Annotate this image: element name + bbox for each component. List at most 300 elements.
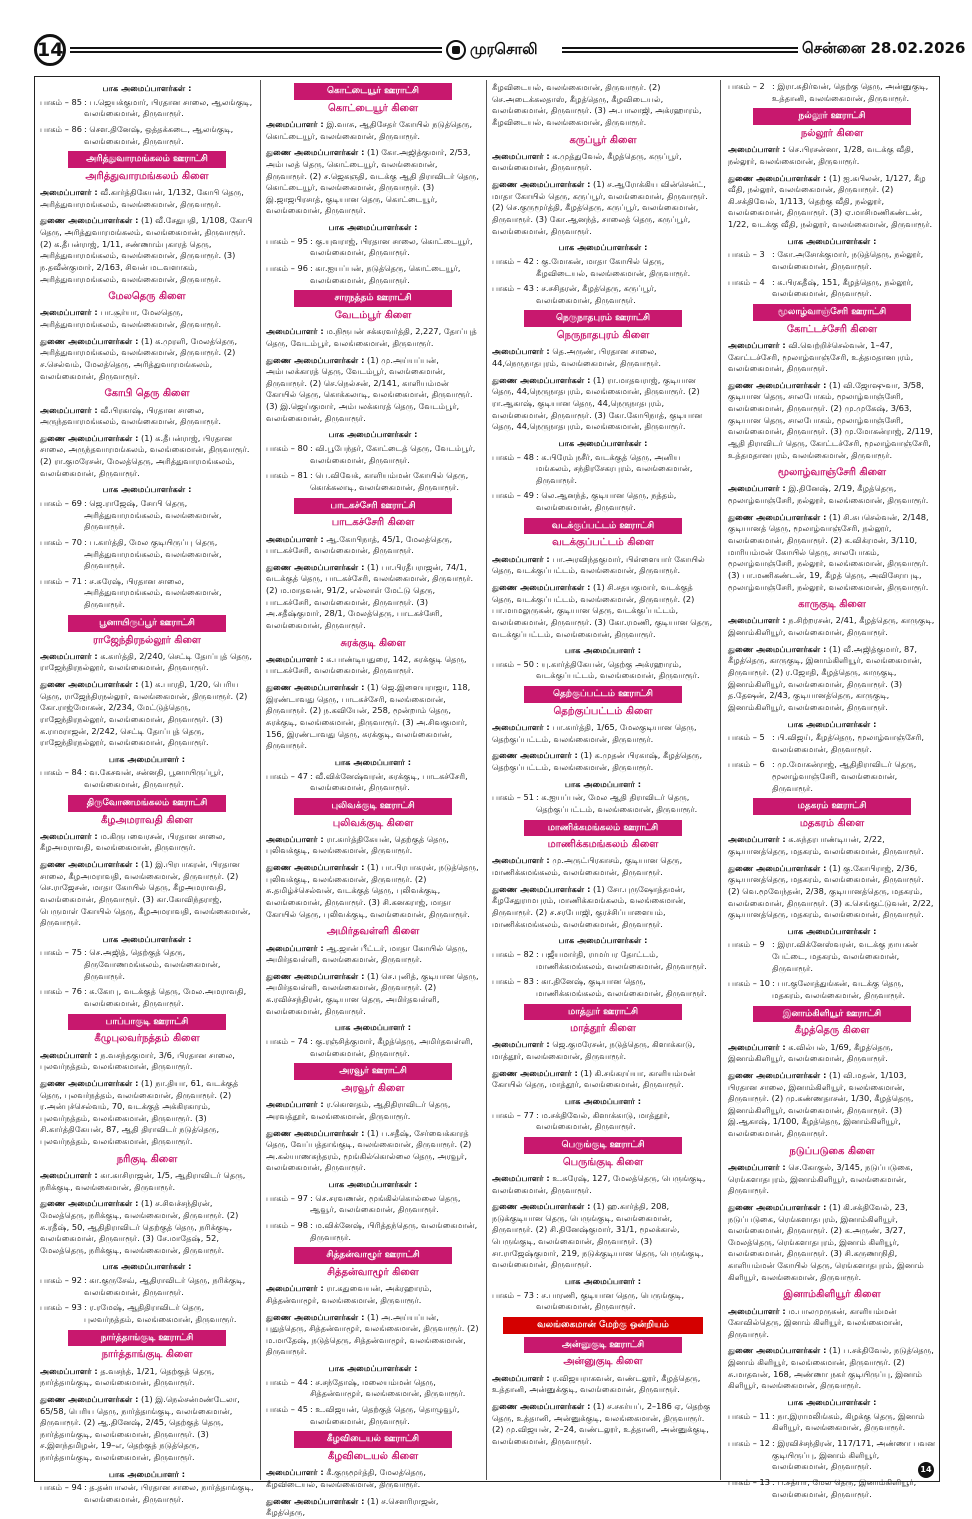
organiser-entry <box>728 173 936 231</box>
part-row <box>40 986 254 1009</box>
branch-heading: மதகரம் கிளை <box>799 818 865 830</box>
part-organiser: : ப.கார்த்தி, மேல குடியிருப்பு தெரு, அரித்துவாரமங்கலம், வலங்கைமான், திருவாரூர். <box>84 536 222 571</box>
organiser-entry <box>728 615 936 638</box>
role-label: துணை அமைப்பாளர்கள் : <box>492 374 591 385</box>
part-number: பாகம் – 80 <box>266 443 308 453</box>
section-banner: தெற்குப்பட்டம் ஊராட்சி <box>524 686 682 703</box>
part-number: பாகம் – 83 <box>492 976 534 987</box>
role-label: அமைப்பாளர் : <box>492 855 550 866</box>
branch-heading: மூலாழ்வாஞ்சேரி கிளை <box>777 467 887 479</box>
part-organiser: : க.கோபு, வடக்குத் தெரு, மேல.அமராவதி, வலங்கைமான், திருவாரூர். <box>84 986 247 1009</box>
part-number: பாகம் – 12 <box>728 1437 770 1448</box>
branch-heading: மேலதெரு கிளை <box>108 291 186 303</box>
entry-text: த.வசந்த், 1/21, தெற்குத் தெரு, நார்த்தாங்குடி, வலங்கைமான், திருவாரூர். <box>40 1365 215 1388</box>
column-4 <box>728 80 936 1499</box>
entry-text: (1) பா.பிரபாகரன், நடுத்தெரு, புலிவக்குடி, வலங்கைமான், திருவாரூர். (2) சு.தமிழ்ச்செல்வன், வடக்குத் தெரு, புலிவக்குடி, வலங்கைமான், திருவாரூர். (3) சி.கனகராஜ், மாதா கோயில் தெரு, புலிவக்குடி, வலங்கைமான், திருவாரூர். <box>266 862 479 919</box>
entry-text: (1) இ.பிரபாகரன், பிரதான சாலை, கீழஅமராவதி, வலங்கைமான், திருவாரூர். (2) செ.ராஜேசன், மாதா கோயில் தெரு, கீழஅமராவதி, வலங்கைமான், திருவாரூர். (3) கா.கோவிந்தராஜ், பெருமாள் கோயில் தெரு, கீழஅமராவதி, வலங்கைமான், திருவாரூர். <box>40 858 251 928</box>
organiser-entry <box>728 144 936 167</box>
part-number: பாகம் – 4 <box>728 276 765 287</box>
part-organiser: : வீ.விக்னேஷ்வரன், சுரக்குடி, பாடகச்சேரி, வலங்கைமான், திருவாரூர். <box>310 770 468 793</box>
part-organiser: : கா.தினேஷ், குடியான தெரு, மாணிக்கமங்கலம், வலங்கைமான், திருவாரூர். <box>536 976 707 998</box>
organiser-entry <box>728 483 936 506</box>
page-header <box>34 34 966 68</box>
organiser-entry <box>40 1394 254 1464</box>
entry-text: க.முத்துவேல், கீழத்தெரு, கருப்பூர், வலங்கைமான், திருவாரூர். <box>492 150 682 173</box>
role-label: அமைப்பாளர் : <box>40 307 98 318</box>
role-label: அமைப்பாளர் : <box>266 1467 324 1478</box>
part-number: பாகம் – 47 <box>266 770 308 781</box>
part-row <box>40 1275 254 1298</box>
branch-heading: நரிகுடி கிளை <box>116 1153 178 1165</box>
part-row <box>492 490 714 513</box>
part-organisers-heading: பாக அமைப்பாளர்கள் : <box>787 718 877 729</box>
part-number: பாகம் – 5 <box>728 732 765 743</box>
organiser-entry <box>40 651 254 674</box>
role-label: அமைப்பாளர் : <box>728 1161 786 1172</box>
part-organiser: : யு.கார்த்திகேயன், தெற்கு அக்ரஹாரம், வடக்குப்பட்டம், வலங்கைமான், திருவாரூர். <box>536 658 700 681</box>
entry-text: (1) ச.சசுர்யப், 2–186 ஏ, தெற்கு தெரு, உத்தானி, அன்னுக்குடி, வலங்கைமான், திருவாரூர். (2) மு.விஜயன், 2–24, வண்டலூர், உத்தானி, அன்னுக்குடி, வலங்கைமான், திருவாரூர். <box>492 1400 711 1446</box>
entry-text: (1) ப.சக்திவேல், நடுத்தெரு, இனாம் கிளியூர், வலங்கைமான், திருவாரூர். (2) சு.மாதவன், 168, அண்ணா நகர் குடியிருப்பு, இனாம் கிளியூர், வலங்கைமான், திருவாரூர். <box>728 1345 934 1391</box>
branch-heading: வேடம்பூர் கிளை <box>334 310 412 322</box>
column-divider <box>486 80 487 1480</box>
branch-heading: நல்லூர் கிளை <box>800 128 864 140</box>
section-banner: சித்தன்வாழூர் ஊராட்சி <box>294 1247 452 1264</box>
part-row <box>266 1220 480 1243</box>
organiser-entry <box>728 863 936 921</box>
part-row <box>492 1290 714 1313</box>
organiser-entry <box>266 534 480 557</box>
part-organiser: : ப.ஜெயக்குமார், பிரதான சாலை, ஆலங்குடி, வலங்கைமான், திருவாரூர். <box>84 96 253 119</box>
part-organisers-heading: பாக அமைப்பாளர்கள் : <box>558 437 648 448</box>
entry-text: (1) சி.சுபசெல்வன், 2/148, குடியானத் தெரு, மூலாழ்வாஞ்சேரி, நல்லூர், வலங்கைமான், திருவாரூர். (2) க.விக்ரமன், 3/110, மாரியம்மன் கோயில் தெரு, சாலபோகம், மூலாழ்வாஞ்சேரி, நல்லூர், வலங்கைமான், திருவாரூர். (3) பா.மணிகண்டன், 19, கீழத் தெரு, அவிசேராபுடி, மூலாழ்வாஞ்சேரி, நல்லூர், வலங்கைமான், திருவாரூர். <box>728 511 929 592</box>
part-organisers-heading: பாக அமைப்பாளர் : <box>564 1096 642 1107</box>
part-number: பாகம் – 44 <box>266 1376 308 1387</box>
entry-text: (1) க.முதன் பிரகாஷ், கீழத்தெரு, தெற்குப்பட்டம், வலங்கைமான், திருவாரூர். <box>492 750 703 772</box>
organiser-entry <box>728 1162 936 1197</box>
part-number: பாகம் – 51 <box>492 792 534 803</box>
part-row <box>40 498 254 533</box>
branch-heading: அரவூர் கிளை <box>341 1083 405 1095</box>
entry-text: தெ.அருண், பிரதான சாலை, 44,நெருநாதபுரம், வலங்கைமான், திருவாரூர். <box>492 346 661 369</box>
organiser-entry <box>728 1345 936 1392</box>
organiser-entry <box>728 1042 936 1065</box>
part-row <box>492 1110 714 1133</box>
part-row <box>266 1377 480 1400</box>
entry-text: ஆ.ஜான் பீட்டர், மாதா கோயில் தெரு, அமிர்தவள்ளி, வலங்கைமான், திருவாரூர். <box>266 942 468 965</box>
organiser-entry <box>728 1306 936 1341</box>
role-label: அமைப்பாளர் : <box>492 553 550 564</box>
role-label: அமைப்பாளர் : <box>40 1365 98 1376</box>
part-number: பாகம் – 42 <box>492 255 534 266</box>
branch-heading: கொட்டையூர் கிளை <box>327 102 419 114</box>
part-number: பாகம் – 98 <box>266 1219 308 1230</box>
part-organiser: : ஜெ.ராஜேஷ், சோபி தெரு, அரித்துவாரமங்கலம், வலங்கைமான், திருவாரூர். <box>84 497 222 532</box>
entry-text: க.வில்பல், 1/69, கீழத்தெரு, இனாம்கிளியூர், வலங்கைமான், திருவாரூர். <box>728 1041 894 1064</box>
role-label: அமைப்பாளர் : <box>40 830 98 841</box>
part-number: பாகம் – 2 <box>728 81 765 91</box>
role-label: துணை அமைப்பாளர்கள் : <box>40 858 139 869</box>
part-organisers-heading: பாக அமைப்பாளர்கள் : <box>328 429 418 440</box>
section-banner: நார்த்தாங்குடி ஊராட்சி <box>68 1330 226 1347</box>
part-organiser: : வி.பூபேந்தர், கோட்டைத் தெரு, வேடம்பூர், வலங்கைமான், திருவாரூர். <box>310 443 476 465</box>
section-banner: மாத்தூர் ஊராட்சி <box>524 1004 682 1021</box>
part-row <box>728 732 936 755</box>
part-number: பாகம் – 11 <box>728 1410 770 1421</box>
part-row <box>40 124 254 147</box>
branch-heading: புலிவக்குடி கிளை <box>332 817 414 829</box>
part-number: பாகம் – 73 <box>492 1289 534 1300</box>
part-organiser: : த.தன்பாலன், பிரதான சாலை, நார்த்தாங்குடி, வலங்கைமான், திருவாரூர். <box>84 1482 254 1504</box>
column-divider <box>720 80 721 1480</box>
entry-text: இ.வாசு, ஆதிசேதர் கோயில் நடுத்தெரு, கொட்டையூர், வலங்கைமான், திருவாரூர். <box>266 118 473 141</box>
entry-text: (1) ஹ.கார்த்தி, 208, நடுக்குடியான தெரு, பெருங்குடி, வலங்கைமான், திருவாரூர். (2) சி.தினேஷ்குமார், 31/1, மூலக்கால், பெருங்குடி, வலங்கைமான், திருவாரூர். (3) சா.ராஜேஷ்குமார், 219, நடுக்குடியான தெரு, பெருங்குடி, வலங்கைமான், திருவாரூர். <box>492 1201 704 1270</box>
branch-heading: கோட்டச்சேரி கிளை <box>786 323 878 335</box>
entry-text: (1) அ.அய்யப்பன், புதுத்தெரு, சித்தன்வாழூர், வலங்கைமான், திருவாரூர். (2) ம.மாதேஷ், நடுத்தெரு, சித்தன்வாழூர், வலங்கைமான், திருவாரூர். <box>266 1311 479 1357</box>
role-label: அமைப்பாளர் : <box>266 118 324 129</box>
entry-text: (1) சோ.புருஷோத்தமன், கீழசேதுராமபுரம், மாணிக்கமங்கலம், வலங்கைமான், திருவாரூர். (2) ச.சரபோஜி, குரச்சிப்பாளையம், மாணிக்கமங்கலம், வலங்கைமான், திருவாரூர். <box>492 883 686 929</box>
part-organiser: : பெ.விவேக், காளியம்மன் கோயில் தெரு, கொக்கலாடி, வலங்கைமான், திருவாரூர். <box>310 470 469 492</box>
role-label: அமைப்பாளர் : <box>40 1049 98 1060</box>
organiser-entry <box>40 1198 254 1256</box>
role-label: துணை அமைப்பாளர்கள் : <box>40 1393 139 1404</box>
organiser-entry <box>40 859 254 929</box>
part-row <box>266 1404 480 1427</box>
part-organisers-heading: பாக அமைப்பாளர் : <box>564 645 642 656</box>
role-label: துணை அமைப்பாளர்கள் : <box>266 862 365 873</box>
entry-text: கீ.குருமூர்த்தி, மேலத்தெரு, கீழவிடையல், வலங்கைமான், திருவாரூர். <box>266 1467 426 1489</box>
entry-text: ர.கொளதம், ஆதிதிராவிடர் தெரு, அரவத்தூர், வலங்கைமான், திருவாரூர். <box>266 1099 451 1121</box>
part-number: பாகம் – 9 <box>728 939 765 950</box>
part-row <box>40 537 254 572</box>
organiser-entry <box>266 1467 480 1490</box>
part-number: பாகம் – 94 <box>40 1482 82 1493</box>
part-organiser: : கு.மோகன், மாதா கோயில் தெரு, கீழவிடையல், வலங்கைமான், திருவாரூர். <box>536 255 691 278</box>
part-organiser: : நா.இராமலிங்கம், கிழக்கு தெரு, இனாம் கிளியூர், வலங்கைமான், திருவாரூர். <box>772 1410 925 1433</box>
part-row <box>266 1193 480 1216</box>
entry-text: பா.அரவிந்தகுமார், பிள்ளையார் கோயில் தெரு, வடக்குப்பட்டம், வலங்கைமான், திருவாரூர். <box>492 553 705 576</box>
part-number: பாகம் – 86 <box>40 123 82 134</box>
entry-text: ர.விஜயராகவன், வண்டலூர், கீழத்தெரு, உத்தானி, அன்னுக்குடி, வலங்கைமான், திருவாரூர். <box>492 1372 701 1395</box>
organiser-entry <box>266 943 480 966</box>
branch-heading: சித்தன்வாழூர் கிளை <box>327 1267 419 1279</box>
role-label: அமைப்பாளர் : <box>266 653 324 664</box>
column-2 <box>266 80 480 1518</box>
section-banner: இனாம்கிளியூர் ஊராட்சி <box>753 1006 911 1023</box>
entry-text: (1) க.முரளி, மேலத்தெரு, அரித்துவாரமங்கலம், வலங்கைமான், திருவாரூர். (2) ச.செல்வம், மேலத்தெரு, அரித்துவாரமங்கலம், வலங்கைமான், திருவாரூர். <box>40 335 238 381</box>
section-banner: நல்லூர் ஊராட்சி <box>753 108 911 125</box>
part-organiser: : ச.சசிதரன், கீழத்தெரு, கருப்பூர், வலங்கைமான், திருவாரூர். <box>536 283 657 305</box>
entry-text: பா.கார்த்தி, 1/65, மேலகுடியான தெரு, தெற்குப்பட்டம், வலங்கைமான், திருவாரூர். <box>492 722 697 744</box>
role-label: துணை அமைப்பாளர்கள் : <box>492 581 591 592</box>
organiser-entry <box>492 346 714 369</box>
organiser-entry <box>40 215 254 285</box>
part-row <box>40 97 254 120</box>
part-number: பாகம் – 50 <box>492 658 534 669</box>
part-number: பாகம் – 93 <box>40 1302 82 1313</box>
role-label: துணை அமைப்பாளர்கள் : <box>728 379 827 390</box>
page-number-badge: 14 <box>34 34 66 66</box>
organiser-entry <box>40 679 254 749</box>
part-organisers-heading: பாக அமைப்பாளர் : <box>334 1022 412 1033</box>
branch-heading: தெற்குப்பட்டம் கிளை <box>553 705 653 717</box>
entry-text: (1) சி.சதயகுமார், வடக்குத் தெரு, வடக்குப்பட்டம், வலங்கைமான், திருவாரூர். (2) பா.மாமலுருகன், குடியான தெரு, வடக்குப்பட்டம், வலங்கைமான், திருவாரூர். (3) கோ.ரமணி, குடியான தெரு, வடக்குப்பட்டம், வலங்கைமான், திருவாரூர். <box>492 581 713 639</box>
organiser-entry <box>266 119 480 142</box>
branch-heading: நெருநாதபுரம் கிளை <box>556 330 650 342</box>
part-organiser: : க.பிரகதீஷ், 151, கீழத்தெரு, நல்லூர், வலங்கைமான், திருவாரூர். <box>772 276 914 299</box>
organiser-entry <box>728 340 936 375</box>
part-organisers-heading: பாக அமைப்பாளர் : <box>564 778 642 789</box>
part-row <box>40 947 254 982</box>
masthead <box>446 40 558 64</box>
organiser-entry <box>266 1128 480 1175</box>
branch-heading: அமிர்தவள்ளி கிளை <box>326 926 420 938</box>
organiser-entry <box>492 554 714 577</box>
organiser-entry <box>728 380 936 461</box>
part-number: பாகம் – 45 <box>266 1403 308 1414</box>
organiser-entry <box>492 855 714 878</box>
part-organisers-heading: பாக அமைப்பாளர்கள் : <box>787 235 877 246</box>
part-number: பாகம் – 13 <box>728 1476 770 1487</box>
part-row <box>266 263 480 286</box>
entry-text: வி.வெற்றிச்செல்வன், 1–47, கோட்டச்சேரி, மூலாழ்வாஞ்சேரி, உத்தமதானபுரம், வலங்கைமான், திருவாரூர். <box>728 339 914 374</box>
part-row <box>492 452 714 487</box>
entry-text: பா.சூர்யா, மேலதெரு, அரித்துவாரமங்கலம், வலங்கைமான், திருவாரூர். <box>40 307 222 330</box>
organiser-entry <box>266 1312 480 1359</box>
organiser-entry <box>40 831 254 854</box>
part-row <box>728 759 936 794</box>
part-organiser: : க.ஐயப்பன், மேல ஆதி திராவிடர் தெரு, தெற்குப்பட்டம், வலங்கைமான், திருவாரூர். <box>536 792 698 814</box>
entry-text: செ.கோகுல், 3/145, நடுப்படுகை, ரெங்களாதபுரம், இனாம்கிளியூர், வலங்கைமான், திருவாரூர். <box>728 1161 913 1196</box>
part-organiser: : கு.ரஞ்சித்குமார், கீழத்தெரு, அமிர்தவள்ளி, வலங்கைமான், திருவாரூர். <box>310 1035 473 1058</box>
branch-heading: கோபி தெரு கிளை <box>104 388 190 400</box>
part-row <box>266 236 480 259</box>
entry-text: க.கார்த்தி, 2/240, செட்டி தோப்புத் தெரு, ராஜேந்திரநல்லூர், வலங்கைமான், திருவாரூர். <box>40 650 252 673</box>
part-organisers-heading: பாக அமைப்பாளர் : <box>334 756 412 767</box>
role-label: துணை அமைப்பாளர்கள் : <box>266 1127 365 1138</box>
part-number: பாகம் – 70 <box>40 536 82 547</box>
section-banner: மூலாழ்வாஞ்சேரி ஊராட்சி <box>753 304 911 321</box>
organiser-entry <box>40 1366 254 1389</box>
part-number: பாகம் – 84 <box>40 767 82 778</box>
part-organiser: : க.பிரேம் நசீர், வடக்குத் தெரு, அனிய மங்கலம், சந்திரசேகரபுரம், வலங்கைமான், திருவாரூர். <box>536 451 693 485</box>
entry-text: மு.அருட்பிரகாசம், குடியான தெரு, மாணிக்கமங்கலம், வலங்கைமான், திருவாரூர். <box>492 855 683 878</box>
part-organisers-heading: பாக அமைப்பாளர்கள் : <box>328 222 418 233</box>
organiser-entry <box>266 326 480 349</box>
section-banner: மதகரம் ஊராட்சி <box>753 798 911 815</box>
organiser-entry <box>266 147 480 217</box>
organiser-entry <box>266 1283 480 1306</box>
organiser-entry <box>492 1039 714 1062</box>
entry-text: (1) க.தீபன்ராஜ், பிரதான சாலை, அருந்தவாரமங்கலம், வலங்கைமான், திருவாரூர். (2) ரா.குமரேசன், மேலத்தெரு, அரித்துவாரமங்கலம், வலங்கைமான், திருவாரூர். <box>40 432 250 478</box>
organiser-entry <box>40 1050 254 1073</box>
part-number: பாகம் – 49 <box>492 490 534 501</box>
part-organiser: : கு.யுவராஜ், பிரதான சாலை, கொட்டையூர், வலங்கைமான், திருவாரூர். <box>310 235 473 258</box>
organiser-entry <box>492 1173 714 1196</box>
entry-text: க.பாண்டியதுரை, 142, சுரக்குடி தெரு, பாடகச்சேரி, வலங்கைமான், திருவாரூர். <box>266 653 467 676</box>
part-number: பாகம் – 10 <box>728 978 770 989</box>
role-label: அமைப்பாளர் : <box>728 1305 786 1316</box>
part-row <box>492 792 714 815</box>
section-banner: மாணிக்கமங்கலம் ஊராட்சி <box>524 820 682 837</box>
role-label: அமைப்பாளர் : <box>728 1041 786 1052</box>
part-row <box>266 771 480 794</box>
branch-heading: சுரக்குடி கிளை <box>340 637 406 649</box>
masthead-title: முரசொலி <box>470 40 538 58</box>
entry-text: ம.பாலமுருகன், காளியம்மன் கோவில்தெரு, இனாம் கிளியூர், வலங்கைமான், திருவாரூர். <box>728 1305 903 1339</box>
entry-text: (1) வி.மதன், 1/103, பிரதான சாலை, இனாம்கிளியூர், வலங்கைமான், திருவாரூர். (2) மு.கண்ணதாசன், 1/30, கீழத்தெரு, இனாம்கிளியூர், வலங்கைமான், திருவாரூர். (3) இ.ஆகாஷ், 1/100, கீழத்தெரு, இனாம்கிளியூர், வலங்கைமான், திருவாரூர். <box>728 1069 914 1139</box>
organiser-entry <box>40 187 254 210</box>
part-number: பாகம் – 75 <box>40 947 82 958</box>
role-label: அமைப்பாளர் : <box>40 187 98 198</box>
entry-text: (1) பா.பிரதீபராஜன், 74/1, வடக்குத் தெரு, பாடகச்சேரி, வலங்கைமான், திருவாரூர். (2) ம.மாதவன், 91/2, எல்லாள் மேட்டு தெரு, பாடகச்சேரி, வலங்கைமான், திருவாரூர். (3) அ.சதீஷ்குமார், 28/1, மேலத்தெரு, பாடகச்சேரி, வலங்கைமான், திருவாரூர். <box>266 561 474 630</box>
part-row <box>492 659 714 682</box>
entry-text: ந.வசந்தகுமார், 3/6, பிரதான சாலை, புலவர்நத்தம், வலங்கைமான், திருவாரூர். <box>40 1049 235 1072</box>
part-organisers-heading: பாக அமைப்பாளர்கள் : <box>787 925 877 936</box>
part-row <box>728 249 936 272</box>
branch-heading: பெருங்குடி கிளை <box>562 1156 644 1168</box>
role-label: துணை அமைப்பாளர்கள் : <box>266 682 365 693</box>
organiser-entry <box>40 307 254 330</box>
entry-text: உ.சுரேஷ், 127, மேலத்தெரு, பெருங்குடி, வலங்கைமான், திருவாரூர். <box>492 1172 706 1195</box>
role-label: துணை அமைப்பாளர்கள் : <box>266 970 365 981</box>
part-number: பாகம் – 6 <box>728 759 765 770</box>
section-banner: அரித்துவாரமங்கலம் ஊராட்சி <box>68 151 226 168</box>
part-organiser: : கா.குருசேவ், ஆதிராவிடர் தெரு, நரிக்குடி, வலங்கைமான், திருவாரூர். <box>84 1275 246 1297</box>
column-divider <box>260 80 261 1480</box>
part-organiser: : செ.அஜித், தெற்குத் தெரு, திருவோணமங்கலம், வலங்கைமான், திருவாரூர். <box>84 947 221 981</box>
part-row <box>40 1302 254 1325</box>
role-label: அமைப்பாளர் : <box>492 722 550 733</box>
section-banner: கொட்டையூர் ஊராட்சி <box>294 83 452 100</box>
entry-text: கா.காசிராஜன், 1/5, ஆதிராவிடர் தெரு, நரிக்குடி, வலங்கைமான், திருவாரூர். <box>40 1169 246 1192</box>
section-banner: பூனாயிருப்பூர் ஊராட்சி <box>68 615 226 632</box>
role-label: துணை அமைப்பாளர் : <box>492 1067 578 1078</box>
organiser-entry <box>492 375 714 433</box>
part-organiser: : வ.கேசவன், சன்னதி, பூனாயிருப்பூர், வலங்கைமான், திருவாரூர். <box>84 767 224 790</box>
part-organiser: : செள.தினேஷ், ஒத்தக்கடை, ஆலங்குடி, வலங்கைமான், திருவாரூர். <box>84 123 234 146</box>
entry-text: (1) ஜெ.இளையராஜா, 118, இரண்டாவது தெரு, பாடகச்சேரி, வலங்கைமான், திருவாரூர். (2) ந.கவியேன், 258, மூன்றாம் தெரு, சுரக்குடி, வலங்கைமான், திருவாரூர். (3) அ.சிவகுமார், 156, இரண்டாவது தெரு, சுரக்குடி, வலங்கைமான், திருவாரூர். <box>266 682 471 751</box>
organiser-entry <box>266 654 480 677</box>
entry-text: (1) ச.ஆரோக்கிய வின்சென்ட், மாதா கோயில் தெரு, கருப்பூர், வலங்கைமான், திருவாரூர். (2) செ.குருமூர்த்தி, கீழத்தெரு, கருப்பூர், வலங்கைமான், திருவாரூர். (3) கோ.ஆனந்த், சாலைத் தெரு, கருப்பூர், வலங்கைமான், திருவாரூர். <box>492 179 708 236</box>
role-label: துணை அமைப்பாளர்கள் : <box>40 335 139 346</box>
role-label: அமைப்பாளர் : <box>266 1099 324 1110</box>
role-label: அமைப்பாளர் : <box>266 942 324 953</box>
role-label: அமைப்பாளர் : <box>266 833 324 844</box>
section-banner: நெருநாதபுரம் ஊராட்சி <box>524 310 682 327</box>
part-row <box>492 976 714 999</box>
organiser-entry <box>492 722 714 745</box>
part-organiser: : பி.விஜய், கீழத்தெரு, மூலாழ்வாஞ்சேரி, வலங்கைமான், திருவாரூர். <box>772 732 924 754</box>
role-label: அமைப்பாளர் : <box>492 1039 550 1050</box>
role-label: துணை அமைப்பாளர்கள் : <box>492 883 591 894</box>
entry-text: (1) க.பாரதி, 1/20, பெரிய தெரு, ராஜேந்திரநல்லூர், வலங்கைமான், திருவாரூர். (2) கோ.ராஜ்மோகன், 2/234, மேட்டுத்தெரு, ராஜேந்திரநல்லூர், வலங்கைமான், திருவாரூர். (3) க.ராமராஜன், 2/242, செட்டி தோப்புத் தெரு, ராஜேந்திரநல்லூர், வலங்கைமான், திருவாரூர். <box>40 678 248 748</box>
entry-text: ம.கிருபவைரசன், பிரதான சாலை, கீழஅமராவதி, வலங்கைமான், திருவாரூர். <box>40 830 226 853</box>
part-row <box>728 1477 936 1500</box>
role-label: துணை அமைப்பாளர்கள் : <box>728 1201 827 1212</box>
section-banner: புலிவக்குடி ஊராட்சி <box>294 798 452 815</box>
part-row <box>492 949 714 972</box>
section-banner: திருவோணமங்கலம் ஊராட்சி <box>68 795 226 812</box>
organiser-entry <box>492 582 714 640</box>
part-number: பாகம் – 85 <box>40 96 82 107</box>
entry-text: க.சுந்தரபாண்டியன், 2/22, குடியானத்தெரு, மதகரம், வலங்கைமான், திருவாரூர். <box>728 834 924 856</box>
branch-heading: கருப்பூர் கிளை <box>569 134 637 146</box>
part-number: பாகம் – 81 <box>266 470 308 481</box>
organiser-entry <box>492 151 714 174</box>
part-row <box>40 767 254 790</box>
part-row <box>492 256 714 279</box>
entry-text: ந.சிற்றரசன், 2/41, கீழத்தெரு, காருகுடி, இனாம்கிளியூர், வலங்கைமான், திருவாரூர். <box>728 615 935 638</box>
role-label: துணை அமைப்பாளர்கள் : <box>492 179 591 190</box>
role-label: துணை அமைப்பாளர்கள் : <box>40 1198 139 1209</box>
entry-text: ரா.கார்த்திகேயன், தெற்குத் தெரு, புலிவக்குடி, வலங்கைமான், திருவாரூர். <box>266 833 449 856</box>
role-label: துணை அமைப்பாளர்கள் : <box>728 511 827 522</box>
role-label: அமைப்பாளர் : <box>728 483 786 494</box>
role-label: துணை அமைப்பாளர்கள் : <box>266 354 365 365</box>
role-label: துணை அமைப்பாளர்கள் : <box>728 643 827 654</box>
organiser-entry <box>266 355 480 425</box>
part-organisers-heading: பாக அமைப்பாளர்கள் : <box>328 1363 418 1374</box>
part-organiser: : பஜீயமார்தி, ராமர்பர தோட்டம், மாணிக்கமங்கலம், வலங்கைமான், திருவாரூர். <box>536 948 707 971</box>
entry-text: (1) கோ.அஜித்குமார், 2/53, அம்பலத் தெரு, கொட்டையூர், வலங்கைமான், திருவாரூர். (2) ச.ஜெகஞதி, வடக்கு ஆதி திராவிடர் தெரு, கொட்டையூர், வலங்கைமான், திருவாரூர். (3) இ.ஜாஜபிரசாத், குடியான தெரு, கொட்டையூர், வலங்கைமான், திருவாரூர். <box>266 147 479 216</box>
part-organisers-heading: பாக அமைப்பாளர்கள் : <box>558 935 648 946</box>
section-banner: அரவூர் ஊராட்சி <box>294 1063 452 1080</box>
organiser-entry <box>492 1201 714 1271</box>
branch-heading: காருகுடி கிளை <box>798 599 866 611</box>
part-number: பாகம் – 82 <box>492 948 534 959</box>
role-label: துணை அமைப்பாளர்கள் : <box>40 678 139 689</box>
role-label: அமைப்பாளர் : <box>266 1283 324 1294</box>
part-organiser: : ச.சந்தோஷ், மலையம்மன் தெரு, சித்தன்வாழூர், வலங்கைமான், திருவாரூர். <box>310 1376 466 1399</box>
organiser-entry <box>492 1068 714 1091</box>
branch-heading: ராஜேந்திரநல்லூர் கிளை <box>93 634 201 646</box>
entry-text: இ.தினேஷ், 2/19, கீழத்தெரு, மூலாழ்வாஞ்சேரி, நல்லூர், வலங்கைமான், திருவாரூர். <box>728 483 929 506</box>
part-number: பாகம் – 71 <box>40 575 82 586</box>
branch-heading: கீழுபுலவர்நத்தம் கிளை <box>94 1033 200 1045</box>
branch-heading: கீழத்தெரு கிளை <box>794 1025 870 1037</box>
entry-text: ரா.கதுவையன், அக்ரஹாரம், சித்தன்வாழூர், வலங்கைமான், திருவாரூர். <box>266 1283 432 1305</box>
entry-text: ஜெ.குமரேசன், நடுத்தெரு, கிளாக்காடு, மாத்தூர், வலங்கைமான், திருவாரூர். <box>492 1039 696 1062</box>
part-organiser: : ச.பாரணி, குடியான தெரு, பெருங்குடி, வலங்கைமான், திருவாரூர். <box>536 1289 685 1312</box>
organiser-entry <box>492 1373 714 1396</box>
entry-text: (1) கு.கோபிராஜ், 2/36, குடியானத்தெரு, மதகரம், வலங்கைமான், திருவாரூர். (2) வெ.மூவேந்தன், 2/38, குடியானத்தெரு, மதகரம், வலங்கைமான், திருவாரூர். (3) க.செங்குட்டுவன், 2/22, குடியானத்தெரு, மதகரம், வலங்கைமான், திருவாரூர். <box>728 862 934 920</box>
part-organisers-heading: பாக அமைப்பாளர்கள் : <box>558 242 648 253</box>
part-organiser: : ர.ரமேஷ், ஆதிதிராவிடர் தெரு, புலவர்நத்தம், வலங்கைமான், திருவாரூர். <box>84 1302 237 1324</box>
entry-text: (1) வீ.அஜித்குமார், 87, கீழத்தெரு, காருகுடி, இனாம்கிளியூர், வலங்கைமான், திருவாரூர். (2) ர.ஜோதி, கீழத்தெரு, காருகுடி, இனாம்கிளியூர், வலங்கைமான், திருவாரூர். (3) த.தேஷன், 2/43, குடியானத்தெரு, காருகுடி, இனாம்கிளியூர், வலங்கைமான், திருவாரூர். <box>728 643 923 712</box>
part-organiser: : மு.மோகன்ராஜ், ஆதிதிராவிடர் தெரு, மூலாழ்வாஞ்சேரி, வலங்கைமான், திருவாரூர். <box>772 759 917 793</box>
part-organiser: : கா.ஐயப்பன், நடுத்தெரு, கொட்டையூர், வலங்கைமான், திருவாரூர். <box>310 263 461 285</box>
part-organiser: : செ.சரவணன், மூங்கில்கொல்லை தெரு, ஆவூர், வலங்கைமான், திருவாரூர். <box>310 1192 461 1215</box>
organiser-entry <box>728 512 936 593</box>
entry-text: (1) கி.சக்திவேல், 23, நடுப்படுகை, ரெங்களாதபுரம், இனாம்கிளியூர், வலங்கைமான், திருவாரூர். (2) க.அருண், 3/27, மேலத்தெரு, ரெங்களாதபுரம், இனாம் கிளியூர், வலங்கைமான், திருவாரூர். (3) சி.கருணாநிதி, காளியம்மன் கோயில் தெரு, ரெங்களாதபுரம், இனாம் கிளியூர், வலங்கைமான், திருவாரூர். <box>728 1201 924 1282</box>
section-banner: சாரநத்தம் ஊராட்சி <box>294 290 452 307</box>
column-1 <box>40 80 254 1504</box>
branch-heading: கீழஅமராவதி கிளை <box>101 814 193 826</box>
role-label: அமைப்பாளர் : <box>492 1172 550 1183</box>
organiser-entry <box>266 1496 480 1519</box>
branch-heading: வடக்குப்பட்டம் கிளை <box>552 537 654 549</box>
role-label: அமைப்பாளர் : <box>40 404 98 415</box>
part-row <box>266 1036 480 1059</box>
branch-heading: இனாம்கிளியூர் கிளை <box>783 1289 881 1301</box>
role-label: அமைப்பாளர் : <box>492 346 550 357</box>
part-number: பாகம் – 69 <box>40 497 82 508</box>
part-row <box>728 81 936 104</box>
part-organisers-heading: பாக அமைப்பாளர்கள் : <box>787 1397 877 1408</box>
role-label: துணை அமைப்பாளர்கள் : <box>492 1201 591 1212</box>
organiser-entry <box>266 682 480 752</box>
section-banner: வடக்குப்பட்டம் ஊராட்சி <box>524 518 682 535</box>
